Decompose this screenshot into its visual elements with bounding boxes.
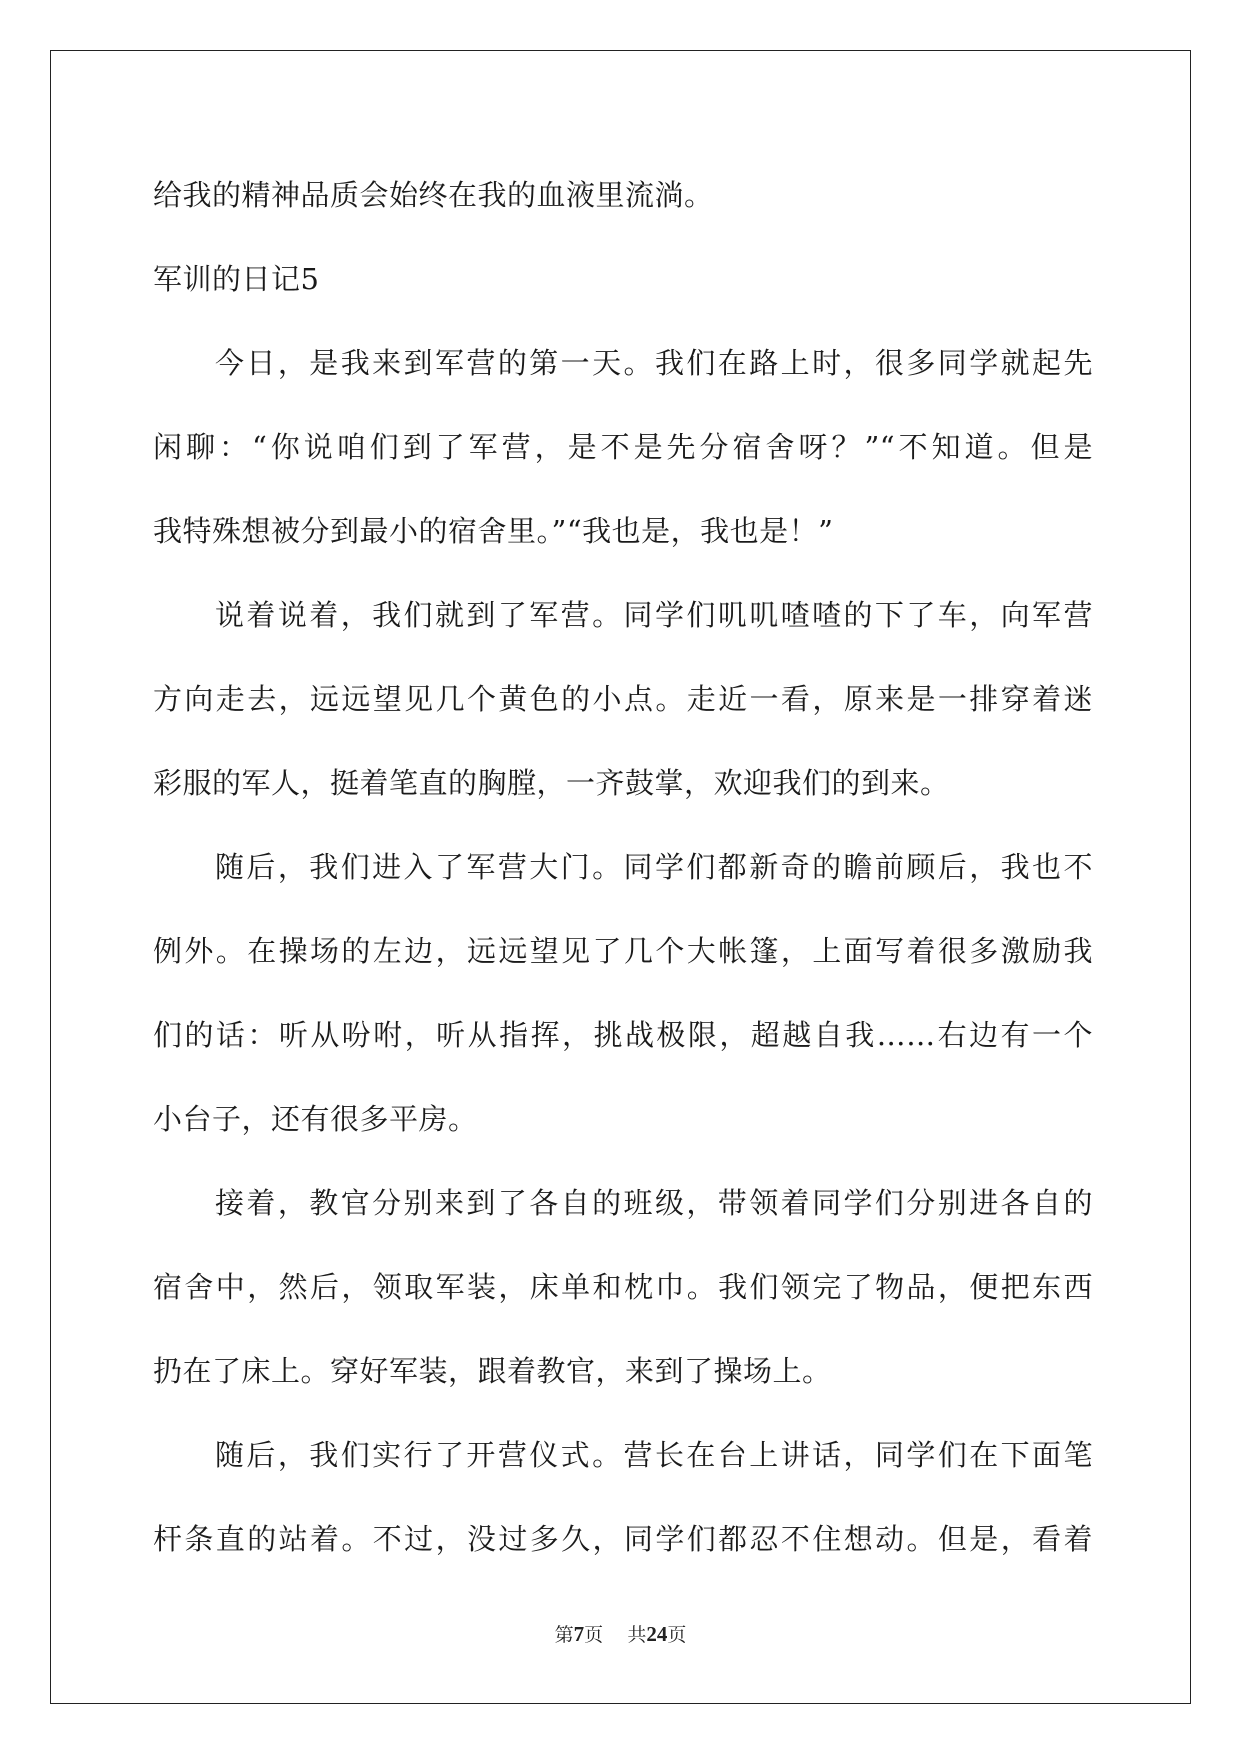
paragraph-line: 杆条直的站着。不过，没过多久，同学们都忍不住想动。但是，看着 <box>153 1522 1093 1556</box>
section-heading: 军训的日记5 <box>153 262 320 296</box>
paragraph-line: 小台子，还有很多平房。 <box>153 1102 478 1136</box>
paragraph-line: 例外。在操场的左边，远远望见了几个大帐篷，上面写着很多激励我 <box>153 934 1093 968</box>
paragraph-line: 给我的精神品质会始终在我的血液里流淌。 <box>153 178 714 212</box>
footer-total-prefix: 共 <box>627 1624 647 1646</box>
paragraph-line: 闲聊：“你说咱们到了军营，是不是先分宿舍呀？”“不知道。但是 <box>153 430 1093 464</box>
footer-total-unit: 页 <box>667 1624 687 1646</box>
footer-page-unit: 页 <box>584 1624 604 1646</box>
paragraph-line: 说着说着，我们就到了军营。同学们叽叽喳喳的下了车，向军营 <box>215 598 1093 632</box>
paragraph-line: 彩服的军人，挺着笔直的胸膛，一齐鼓掌，欢迎我们的到来。 <box>153 766 950 800</box>
paragraph-line: 今日，是我来到军营的第一天。我们在路上时，很多同学就起先 <box>215 346 1093 380</box>
footer-prefix: 第 <box>554 1624 574 1646</box>
paragraph-line: 方向走去，远远望见几个黄色的小点。走近一看，原来是一排穿着迷 <box>153 682 1093 716</box>
paragraph-line: 接着，教官分别来到了各自的班级，带领着同学们分别进各自的 <box>215 1186 1093 1220</box>
total-page-count: 24 <box>646 1622 668 1646</box>
paragraph-line: 扔在了床上。穿好军装，跟着教官，来到了操场上。 <box>153 1354 832 1388</box>
paragraph-line: 随后，我们进入了军营大门。同学们都新奇的瞻前顾后，我也不 <box>215 850 1093 884</box>
paragraph-line: 随后，我们实行了开营仪式。营长在台上讲话，同学们在下面笔 <box>215 1438 1093 1472</box>
current-page-number: 7 <box>573 1622 585 1646</box>
paragraph-line: 我特殊想被分到最小的宿舍里。”“我也是，我也是！” <box>153 514 834 548</box>
paragraph-line: 们的话：听从吩咐，听从指挥，挑战极限，超越自我……右边有一个 <box>153 1018 1093 1052</box>
document-body <box>153 170 1093 1598</box>
paragraph-line: 宿舍中，然后，领取军装，床单和枕巾。我们领完了物品，便把东西 <box>153 1270 1093 1304</box>
page-footer <box>0 1620 1241 1647</box>
